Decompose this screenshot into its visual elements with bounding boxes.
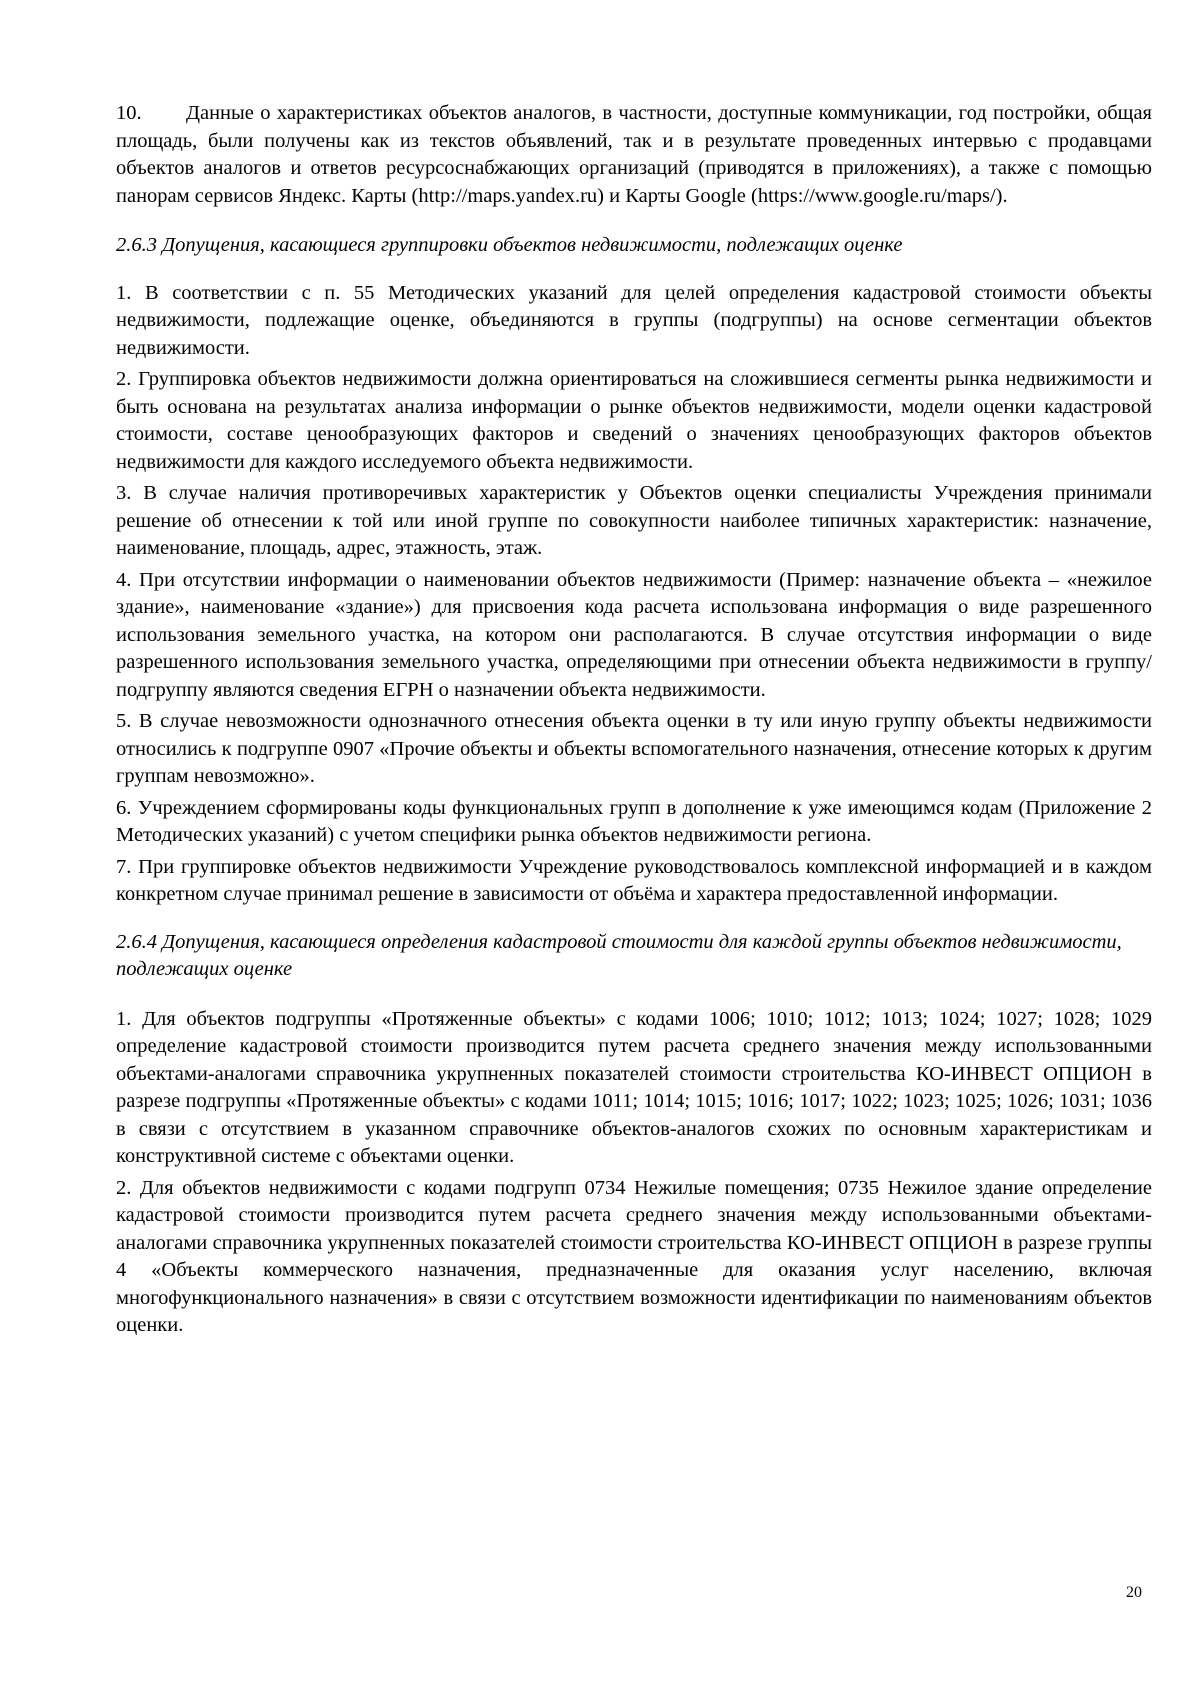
section-2-6-3-paragraph: 6. Учреждением сформированы коды функциональных групп в дополнение к уже имеющимся кодам (Приложение 2 Методических указаний) с учетом специфики рынка объектов недвижимости региона. [116, 796, 1152, 846]
document-page [116, 100, 1152, 1344]
section-2-6-3-paragraph: 3. В случае наличия противоречивых характеристик у Объектов оценки специалисты Учреждения принимали решение об отнесении к той или иной группе по совокупности наиболее типичных характеристик: назначение, наименование, площадь, адрес, этажность, этаж. [116, 482, 1152, 559]
section-2-6-4-paragraph: 1. Для объектов подгруппы «Протяженные объекты» с кодами 1006; 1010; 1012; 1013; 1024; 1027; 1028; 1029 определение кадастровой стоимости производится путем расчета среднего значения между использованными объектами-аналогами справочника укрупненных показателей стоимости строительства КО-ИНВЕСТ ОПЦИОН в разрезе подгруппы «Протяженные объекты» с кодами 1011; 1014; 1015; 1016; 1017; 1022; 1023; 1025; 1026; 1031; 1036 в связи с отсутствием в указанном справочнике объектов-аналогов схожих по основным характеристикам и конструктивной системе с объектами оценки. [116, 1007, 1152, 1167]
paragraph-10 [116, 100, 1152, 210]
section-2-6-4-body [116, 1006, 1152, 1340]
section-heading-2-6-3: 2.6.3 Допущения, касающиеся группировки объектов недвижимости, подлежащих оценке [116, 234, 903, 256]
section-2-6-3-paragraph: 2. Группировка объектов недвижимости должна ориентироваться на сложившиеся сегменты рынка недвижимости и быть основана на результатах анализа информации о рынке объектов недвижимости, модели оценки кадастровой стоимости, составе ценообразующих факторов и сведений о значениях ценообразующих факторов объектов недвижимости для каждого исследуемого объекта недвижимости. [116, 368, 1152, 473]
section-2-6-3-paragraph: 7. При группировке объектов недвижимости Учреждение руководствовалось комплексной информацией и в каждом конкретном случае принимал решение в зависимости от объёма и характера предоставленной информации. [116, 855, 1152, 905]
page-number: 20 [1126, 1584, 1142, 1601]
paragraph-text: Данные о характеристиках объектов аналогов, в частности, доступные коммуникации, год постройки, общая площадь, были получены как из текстов объявлений, так и в результате проведенных интервью с продавцами объектов аналогов и ответов ресурсоснабжающих организаций (приводятся в приложениях), а также с помощью панорам сервисов Яндекс. Карты (http://maps.yandex.ru) и Карты Google (https://www.google.ru/maps/). [116, 102, 1152, 207]
section-2-6-3-paragraph: 4. При отсутствии информации о наименовании объектов недвижимости (Пример: назначение объекта – «нежилое здание», наименование «здание») для присвоения кода расчета использована информация о виде разрешенного использования земельного участка, на котором они располагаются. В случае отсутствия информации о виде разрешенного использования земельного участка, определяющими при отнесении объекта недвижимости в группу/подгруппу являются сведения ЕГРН о назначении объекта недвижимости. [116, 568, 1152, 701]
section-2-6-3-paragraph: 5. В случае невозможности однозначного отнесения объекта оценки в ту или иную группу объекты недвижимости относились к подгруппе 0907 «Прочие объекты и объекты вспомогательного назначения, отнесение которых к другим группам невозможно». [116, 710, 1152, 787]
section-2-6-3-body [116, 280, 1152, 909]
section-2-6-4-paragraph: 2. Для объектов недвижимости с кодами подгрупп 0734 Нежилые помещения; 0735 Нежилое здание определение кадастровой стоимости производится путем расчета среднего значения между использованными объектами-аналогами справочника укрупненных показателей стоимости строительства КО-ИНВЕСТ ОПЦИОН в разрезе группы 4 «Объекты коммерческого назначения, предназначенные для оказания услуг населению, включая многофункционального назначения» в связи с отсутствием возможности идентификации по наименованиям объектов оценки. [116, 1176, 1152, 1336]
section-2-6-3-paragraph: 1. В соответствии с п. 55 Методических указаний для целей определения кадастровой стоимости объекты недвижимости, подлежащие оценке, объединяются в группы (подгруппы) на основе сегментации объектов недвижимости. [116, 281, 1152, 359]
section-heading-2-6-4: 2.6.4 Допущения, касающиеся определения кадастровой стоимости для каждой группы объектов недвижимости, подлежащих оценке [116, 930, 1122, 980]
paragraph-number: 10. [116, 102, 142, 124]
